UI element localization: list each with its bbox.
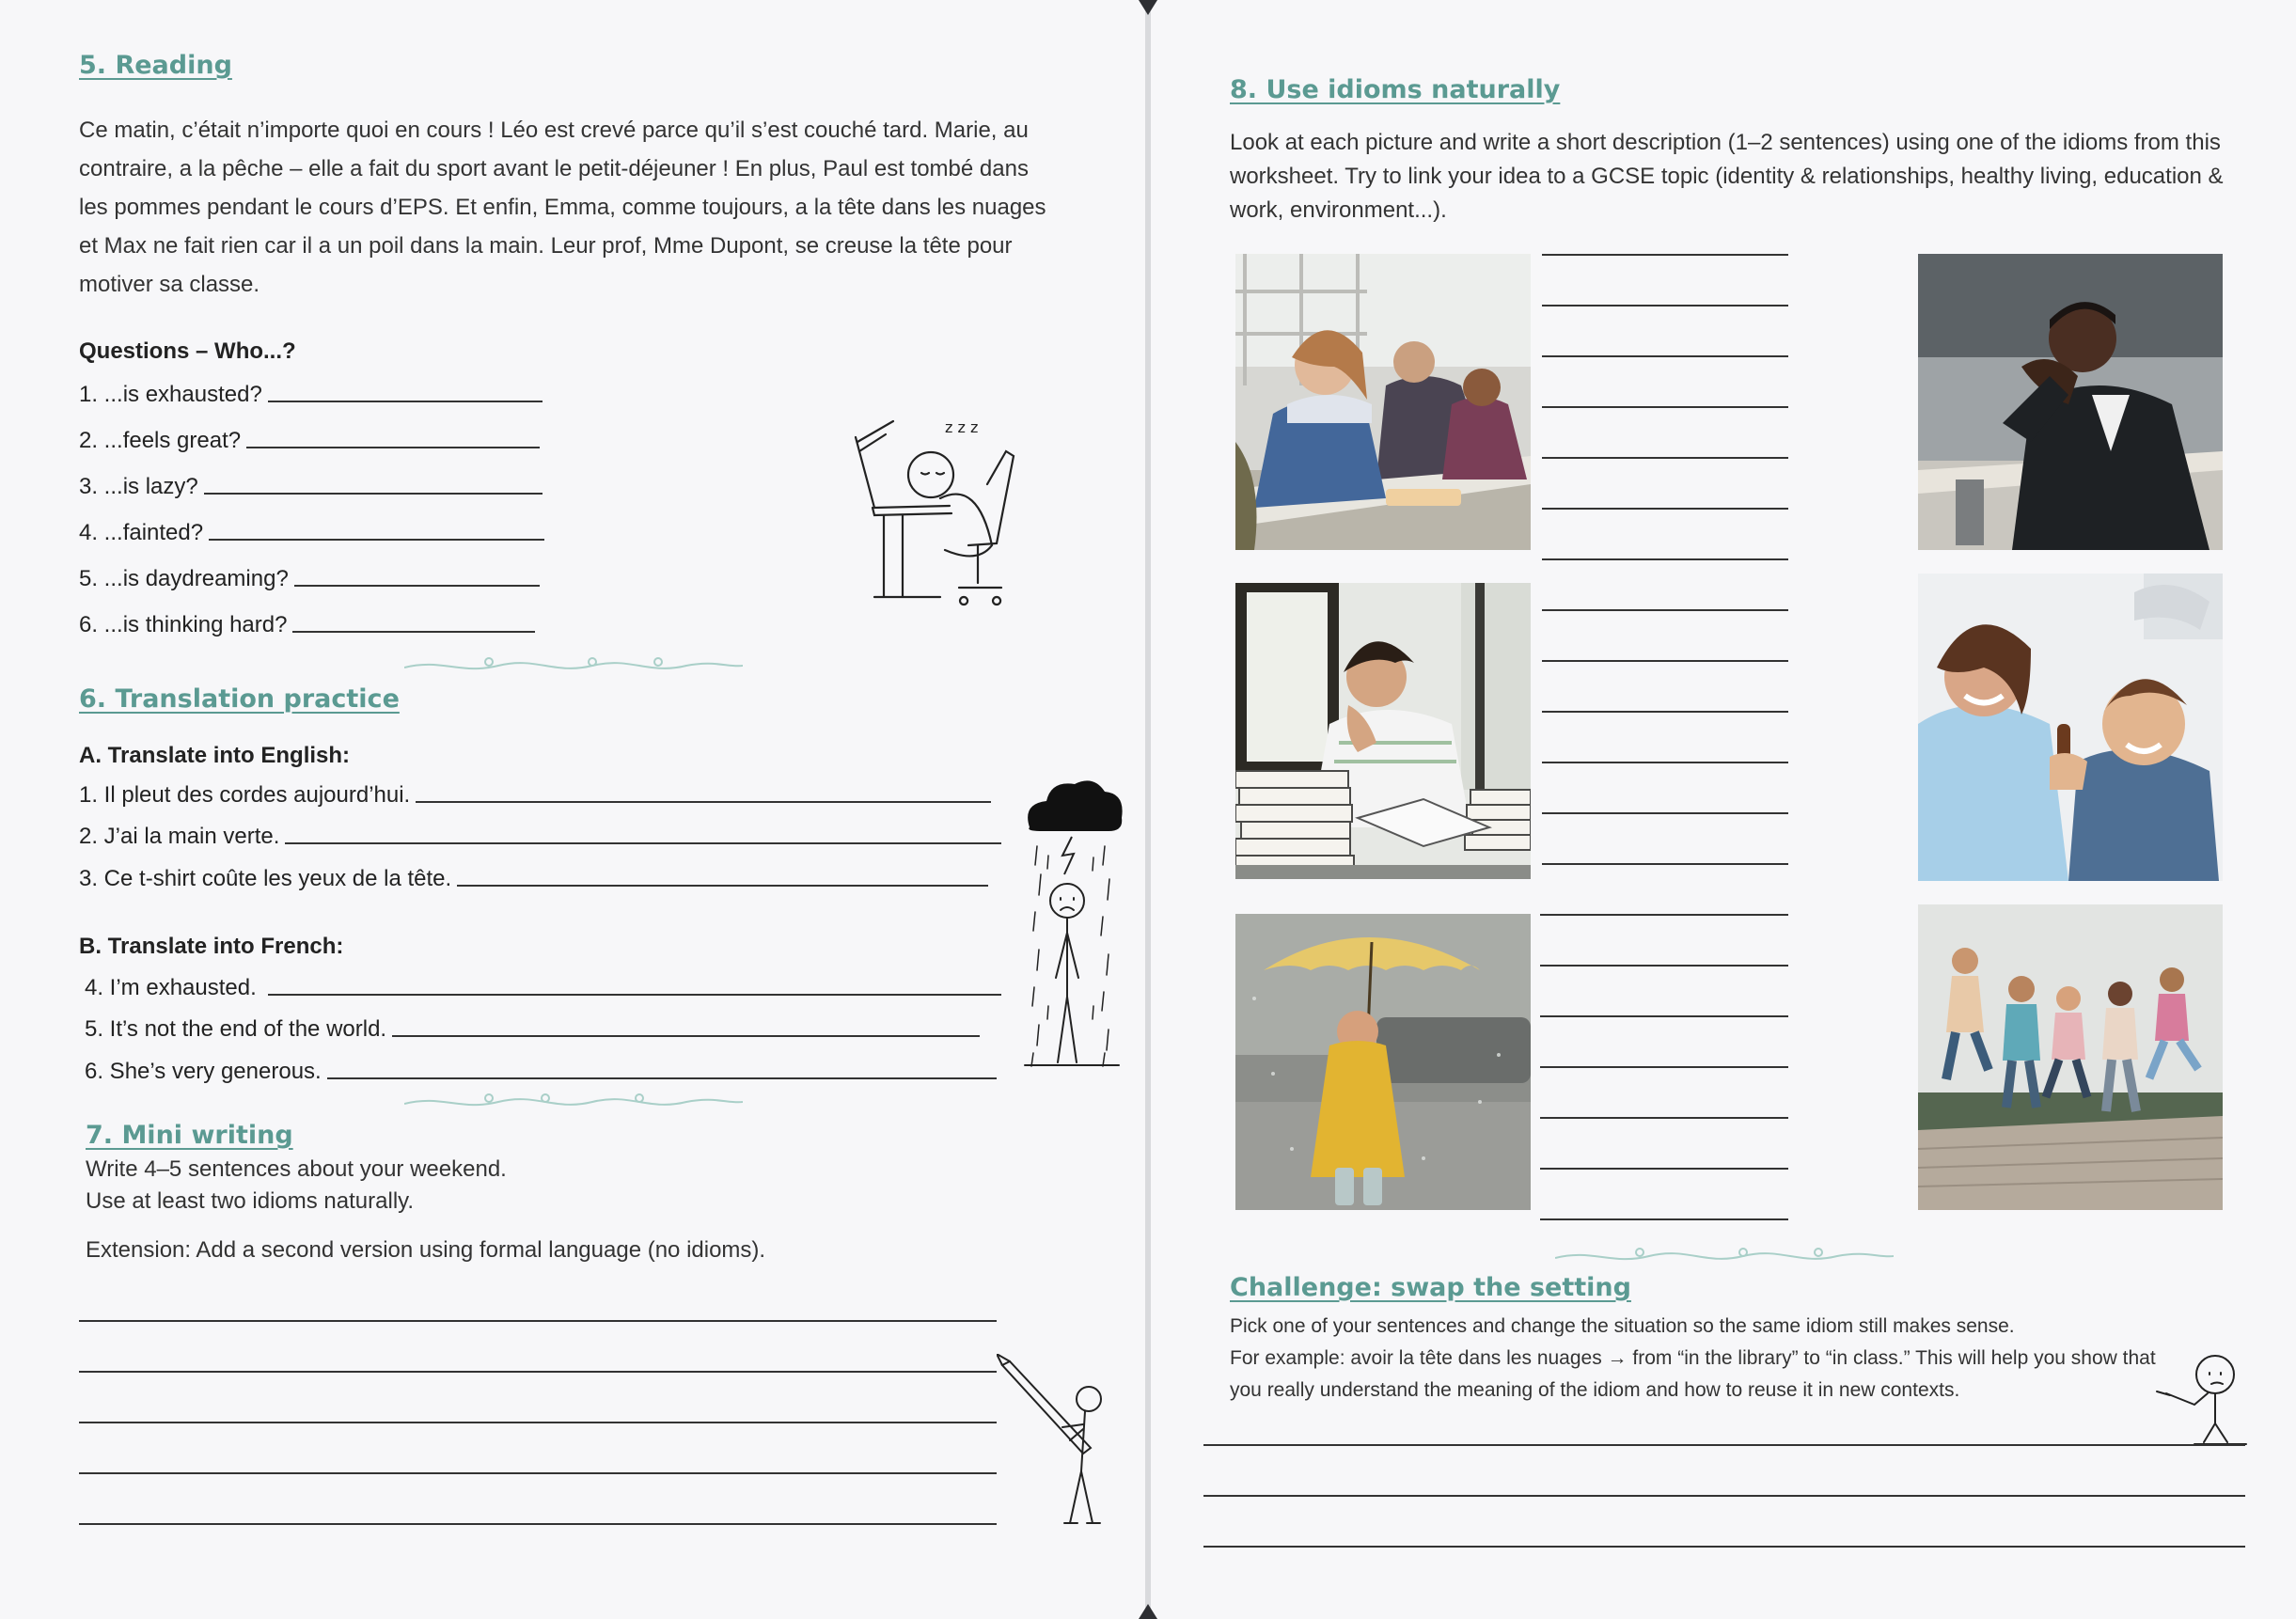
description-line[interactable]	[1542, 812, 1788, 814]
reading-title: 5. Reading	[79, 51, 232, 80]
challenge-answer-line[interactable]	[1203, 1546, 2245, 1548]
question-4: 4. ...fainted?	[79, 520, 544, 546]
translation-a-1: 1. Il pleut des cordes aujourd’hui.	[79, 782, 991, 809]
writing-line[interactable]	[79, 1472, 997, 1474]
translation-title: 6. Translation practice	[79, 684, 400, 714]
description-line[interactable]	[1540, 914, 1788, 916]
decorative-divider	[404, 1091, 743, 1113]
answer-line[interactable]	[292, 629, 535, 633]
writing-line[interactable]	[79, 1371, 997, 1373]
dentist-child-photo	[1918, 574, 2223, 881]
binding-notch-bottom	[1139, 1604, 1157, 1619]
worried-man-photo	[1918, 254, 2223, 550]
mini-writing-extension: Extension: Add a second version using formal language (no idioms).	[86, 1237, 766, 1263]
description-line[interactable]	[1542, 305, 1788, 307]
writing-line[interactable]	[79, 1523, 997, 1525]
worksheet-page-right	[1151, 0, 2296, 1619]
translation-b-5: 5. It’s not the end of the world.	[85, 1016, 980, 1043]
answer-line[interactable]	[457, 883, 988, 887]
question-1: 1. ...is exhausted?	[79, 382, 543, 408]
description-line[interactable]	[1540, 1015, 1788, 1017]
translation-b-4: 4. I’m exhausted.	[85, 975, 1001, 1001]
mini-writing-line1: Write 4–5 sentences about your weekend.	[86, 1156, 507, 1182]
student-exam-photo	[1235, 254, 1531, 550]
answer-line[interactable]	[416, 799, 991, 803]
decorative-divider	[404, 654, 743, 677]
description-line[interactable]	[1542, 406, 1788, 408]
part-a-heading: A. Translate into English:	[79, 743, 351, 768]
answer-line[interactable]	[327, 1076, 997, 1079]
writing-line[interactable]	[79, 1422, 997, 1423]
description-line[interactable]	[1542, 660, 1788, 662]
thinking-person-sketch-icon	[2138, 1346, 2251, 1448]
challenge-text-2: For example: avoir la tête dans les nuages → from “in the library” to “in class.” This will help you show that you really understand the meaning of the idiom and how to reuse it in new contexts.	[1230, 1347, 2156, 1401]
translation-b-6: 6. She’s very generous.	[85, 1059, 997, 1085]
child-umbrella-rain-photo	[1235, 914, 1531, 1210]
question-3: 3. ...is lazy?	[79, 474, 543, 500]
question-5: 5. ...is daydreaming?	[79, 566, 540, 592]
challenge-answer-line[interactable]	[1203, 1495, 2245, 1497]
part-b-heading: B. Translate into French:	[79, 934, 344, 959]
description-line[interactable]	[1542, 711, 1788, 713]
challenge-title: Challenge: swap the setting	[1230, 1273, 1631, 1302]
friends-jumping-photo	[1918, 904, 2223, 1210]
sleep-zzz: z z z	[945, 418, 979, 436]
decorative-divider	[1555, 1245, 1894, 1267]
answer-line[interactable]	[285, 841, 1001, 844]
mini-writing-line2: Use at least two idioms naturally.	[86, 1188, 415, 1214]
pencil-person-sketch-icon	[997, 1354, 1109, 1528]
description-line[interactable]	[1542, 355, 1788, 357]
description-line[interactable]	[1542, 457, 1788, 459]
answer-line[interactable]	[268, 992, 1001, 996]
rain-cloud-person-sketch-icon	[1020, 771, 1124, 1072]
question-6: 6. ...is thinking hard?	[79, 612, 535, 638]
description-line[interactable]	[1542, 863, 1788, 865]
writing-line[interactable]	[79, 1320, 997, 1322]
translation-a-2: 2. J’ai la main verte.	[79, 824, 1001, 850]
daydreaming-student-photo	[1235, 583, 1531, 879]
answer-line[interactable]	[268, 399, 543, 402]
description-line[interactable]	[1540, 1117, 1788, 1119]
description-line[interactable]	[1542, 508, 1788, 510]
description-line[interactable]	[1540, 1218, 1788, 1220]
description-line[interactable]	[1540, 1066, 1788, 1068]
question-2: 2. ...feels great?	[79, 428, 540, 454]
answer-line[interactable]	[246, 445, 540, 448]
reading-text: Ce matin, c’était n’importe quoi en cours ! Léo est crevé parce qu’il s’est couché tard. Marie, au contraire, a la pêche – elle a fait du sport avant le petit-déjeuner ! En plus, Paul est tombé dans les pommes pendant le cours d’EPS. Et enfin, Emma, comme toujours, a la tête dans les nuages et Max ne fait rien car il a un poil dans la main. Leur prof, Mme Dupont, se creuse la tête pour motiver sa classe.	[79, 118, 1046, 297]
challenge-answer-line[interactable]	[1203, 1444, 2245, 1446]
idioms-instructions: Look at each picture and write a short description (1–2 sentences) using one of the idioms from this worksheet. Try to link your idea to a GCSE topic (identity & relationships, healthy living, education & work, environment...).	[1230, 130, 2224, 223]
description-line[interactable]	[1540, 1168, 1788, 1170]
translation-a-3: 3. Ce t-shirt coûte les yeux de la tête.	[79, 866, 988, 892]
binding-notch-top	[1139, 0, 1157, 15]
answer-line[interactable]	[294, 583, 540, 587]
description-line[interactable]	[1542, 558, 1788, 560]
answer-line[interactable]	[204, 491, 543, 495]
description-line[interactable]	[1542, 762, 1788, 763]
idioms-title: 8. Use idioms naturally	[1230, 75, 1561, 104]
worksheet-page-left	[0, 0, 1145, 1619]
challenge-text-1: Pick one of your sentences and change the situation so the same idiom still makes sense.	[1230, 1315, 2015, 1337]
mini-writing-title: 7. Mini writing	[86, 1121, 293, 1150]
questions-heading: Questions – Who...?	[79, 338, 296, 364]
sleeping-student-sketch-icon	[846, 404, 1044, 611]
description-line[interactable]	[1540, 965, 1788, 967]
description-line[interactable]	[1542, 254, 1788, 256]
answer-line[interactable]	[392, 1033, 980, 1037]
answer-line[interactable]	[209, 537, 544, 541]
description-line[interactable]	[1542, 609, 1788, 611]
